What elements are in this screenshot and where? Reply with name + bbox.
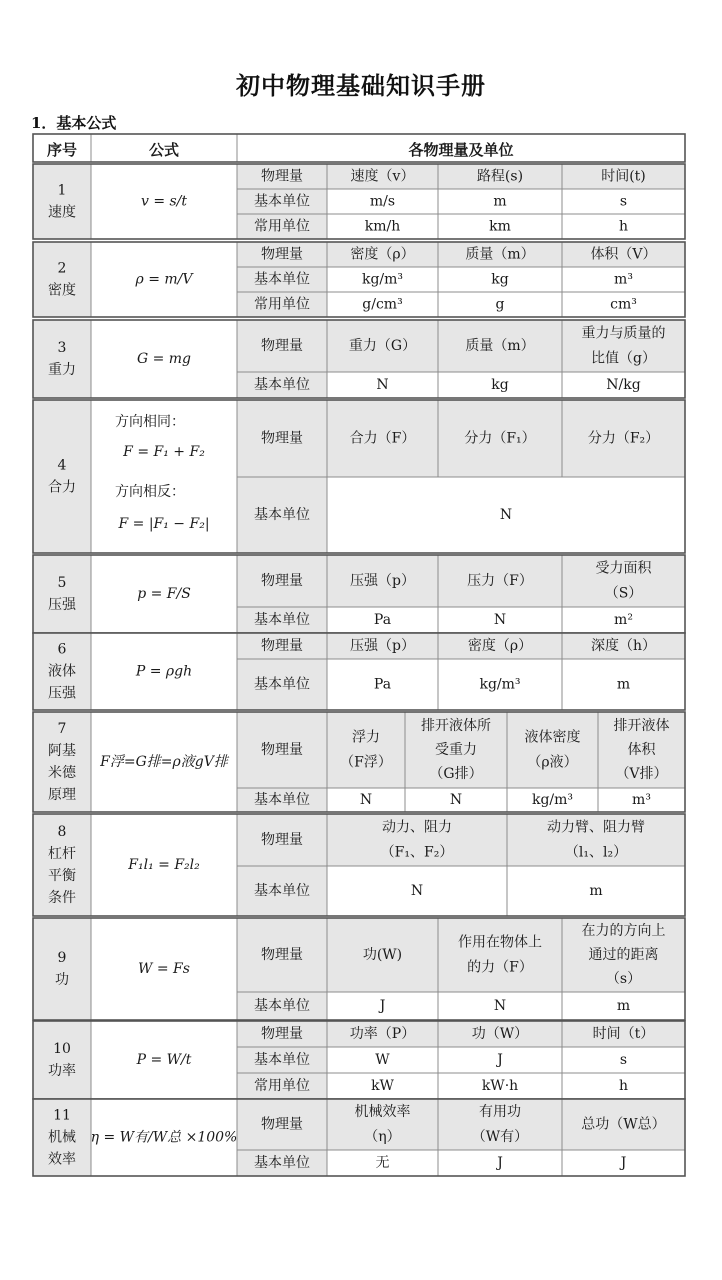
header-index: 序号 xyxy=(46,141,78,159)
quantity-value: （l₁、l₂） xyxy=(564,844,628,861)
quantity-value: kW xyxy=(371,1078,394,1094)
quantity-value: 机械效率 xyxy=(354,1104,411,1120)
quantity-value: km/h xyxy=(364,218,401,235)
quantity-label: 物理量 xyxy=(261,246,303,263)
quantity-label: 基本单位 xyxy=(254,193,310,210)
quantity-label: 物理量 xyxy=(261,1026,303,1042)
quantity-label: 基本单位 xyxy=(254,377,310,393)
row-name: 3 xyxy=(57,340,67,356)
quantity-value: Pa xyxy=(373,676,392,693)
section-title: 1．基本公式 xyxy=(31,114,117,132)
row-name: 机械 xyxy=(48,1129,76,1146)
quantity-value: N xyxy=(410,883,424,899)
formula-text: p = F/S xyxy=(137,586,191,602)
quantity-value: N xyxy=(499,507,513,523)
formula-text: G = mg xyxy=(136,351,192,367)
quantity-value: m³ xyxy=(614,271,633,288)
quantity-cell xyxy=(438,918,562,992)
quantity-value: （F₁、F₂） xyxy=(380,844,454,861)
quantity-value: 路程(s) xyxy=(476,168,524,185)
row-name: 压强 xyxy=(48,685,76,702)
quantity-value: m xyxy=(616,998,631,1014)
quantity-value: 动力臂、阻力臂 xyxy=(547,819,645,836)
quantity-label: 基本单位 xyxy=(254,883,310,899)
row-name: 压强 xyxy=(48,597,76,613)
quantity-value: 深度（h） xyxy=(590,638,657,654)
quantity-label: 常用单位 xyxy=(254,296,310,313)
quantity-value: s xyxy=(619,193,628,210)
quantity-value: 在力的方向上 xyxy=(581,923,666,939)
row-name: 阿基 xyxy=(48,743,76,759)
quantity-value: J xyxy=(620,1155,627,1171)
quantity-value: J xyxy=(497,1155,503,1171)
quantity-value: 动力、阻力 xyxy=(382,819,452,836)
quantity-value: N/kg xyxy=(606,377,641,393)
quantity-label: 物理量 xyxy=(261,338,303,354)
quantity-value: 作用在物体上 xyxy=(458,934,542,951)
row-name: 原理 xyxy=(48,787,76,803)
quantity-value: g xyxy=(495,296,505,313)
quantity-value: s xyxy=(619,1052,628,1068)
row-name-cell xyxy=(33,242,91,317)
row-name: 杠杆 xyxy=(48,846,76,862)
formula-text: F = |F₁ − F₂| xyxy=(118,516,210,532)
quantity-value: m³ xyxy=(632,792,651,808)
row-name: 6 xyxy=(57,641,67,658)
formula-text: P = ρgh xyxy=(135,663,193,680)
quantity-value: kW·h xyxy=(481,1078,519,1094)
quantity-value: 排开液体所 xyxy=(421,718,491,734)
row-name: 功 xyxy=(55,972,69,988)
quantity-value: （W有） xyxy=(471,1129,529,1145)
row-name: 米德 xyxy=(48,765,76,781)
formula-text: P = W/t xyxy=(136,1052,192,1068)
quantity-value: h xyxy=(618,1078,629,1094)
quantity-label: 基本单位 xyxy=(254,507,310,523)
quantity-value: 压强（p） xyxy=(350,638,415,654)
quantity-value: 体积 xyxy=(627,742,656,758)
quantity-value: 合力（F） xyxy=(349,430,416,447)
table-canvas xyxy=(33,134,685,1180)
row-name: 条件 xyxy=(48,890,76,906)
formula-text: W = Fs xyxy=(138,961,190,977)
row-name: 密度 xyxy=(48,282,76,299)
quantity-value: 功(W) xyxy=(362,947,403,963)
quantity-value: m xyxy=(616,676,631,693)
quantity-label: 基本单位 xyxy=(254,1155,310,1171)
quantity-value: 比值（g） xyxy=(591,350,656,367)
row-name: 8 xyxy=(57,824,67,840)
quantity-value: 压强（p） xyxy=(350,573,415,589)
quantity-value: （G排） xyxy=(429,766,483,782)
quantity-value: W xyxy=(375,1052,390,1068)
quantity-value: J xyxy=(379,998,386,1014)
quantity-value: 总功（W总） xyxy=(581,1116,666,1133)
formula-text: ρ = m/V xyxy=(135,271,193,288)
quantity-value: cm³ xyxy=(610,296,637,313)
quantity-value: kg xyxy=(491,377,509,393)
quantity-value: （ρ液） xyxy=(527,754,578,771)
row-name: 重力 xyxy=(48,362,76,378)
quantity-value: 受重力 xyxy=(435,742,477,758)
quantity-label: 基本单位 xyxy=(254,998,310,1014)
quantity-label: 物理量 xyxy=(261,832,303,848)
quantity-value: h xyxy=(618,218,629,235)
quantity-label: 基本单位 xyxy=(254,1052,310,1068)
quantity-value: 的力（F） xyxy=(467,959,533,976)
quantity-value: N xyxy=(493,612,507,628)
row-name: 7 xyxy=(57,721,67,737)
quantity-value: 重力与质量的 xyxy=(581,325,666,342)
quantity-value: （S） xyxy=(604,585,643,602)
quantity-value: N xyxy=(376,377,389,393)
quantity-label: 基本单位 xyxy=(254,271,310,288)
quantity-value: km xyxy=(489,218,511,235)
quantity-value: 压力（F） xyxy=(467,573,533,589)
quantity-value: g/cm³ xyxy=(362,296,403,313)
physics-formula-table xyxy=(33,134,685,1180)
row-name: 11 xyxy=(53,1107,71,1124)
quantity-value: kg/m³ xyxy=(531,792,574,808)
quantity-value: J xyxy=(497,1052,503,1068)
quantity-value: （F浮） xyxy=(340,754,392,771)
quantity-value: 受力面积 xyxy=(595,560,652,577)
quantity-value: kg/m³ xyxy=(361,271,404,288)
quantity-value: 质量（m） xyxy=(465,246,535,263)
row-name: 效率 xyxy=(48,1151,76,1168)
quantity-label: 基本单位 xyxy=(254,676,310,693)
row-name-cell xyxy=(33,320,91,398)
quantity-value: Pa xyxy=(373,612,392,628)
row-name-cell xyxy=(33,1021,91,1099)
row-name: 9 xyxy=(57,950,67,966)
row-name: 5 xyxy=(57,575,67,591)
row-name: 2 xyxy=(57,260,67,277)
quantity-value: N xyxy=(493,998,507,1014)
quantity-label: 物理量 xyxy=(261,573,303,589)
row-name: 液体 xyxy=(48,663,76,680)
quantity-value: 分力（F₂） xyxy=(587,430,660,447)
quantity-value: 功率（P） xyxy=(349,1026,416,1042)
quantity-cell xyxy=(327,712,405,788)
row-name: 1 xyxy=(57,182,67,199)
quantity-value: kg xyxy=(491,271,509,288)
formula-text: F = F₁ + F₂ xyxy=(123,444,205,460)
quantity-value: 密度（ρ） xyxy=(350,246,415,263)
quantity-value: m/s xyxy=(369,193,396,210)
quantity-value: m xyxy=(589,883,603,899)
formula-text: F₁l₁ = F₂l₂ xyxy=(128,857,200,873)
page-title: 初中物理基础知识手册 xyxy=(236,71,486,100)
quantity-value: 质量（m） xyxy=(465,338,535,354)
quantity-value: 排开液体 xyxy=(613,718,670,734)
header-quantities: 各物理量及单位 xyxy=(408,141,514,159)
quantity-label: 基本单位 xyxy=(254,612,310,628)
row-name-cell xyxy=(33,918,91,1020)
quantity-value: 浮力 xyxy=(352,729,380,746)
quantity-value: 液体密度 xyxy=(524,729,581,746)
row-name-cell xyxy=(33,164,91,239)
quantity-value: 无 xyxy=(375,1155,390,1171)
quantity-value: （s） xyxy=(605,971,642,987)
formula-text: 方向相反： xyxy=(115,484,185,500)
formula-text: v = s/t xyxy=(140,193,188,210)
quantity-label: 物理量 xyxy=(261,947,303,963)
row-name: 4 xyxy=(57,457,67,474)
quantity-value: （V排） xyxy=(615,766,668,782)
quantity-value: 功（W） xyxy=(471,1026,529,1042)
quantity-value: m xyxy=(493,193,507,210)
quantity-value: 通过的距离 xyxy=(588,947,659,963)
quantity-label: 物理量 xyxy=(261,742,303,758)
formula-text: η = W有/W总 ×100% xyxy=(90,1129,238,1146)
quantity-label: 物理量 xyxy=(261,430,303,447)
quantity-value: （η） xyxy=(364,1129,401,1145)
quantity-label: 物理量 xyxy=(261,638,303,654)
row-name: 10 xyxy=(53,1041,71,1057)
row-name-cell xyxy=(33,400,91,553)
row-name-cell xyxy=(33,555,91,633)
row-name: 合力 xyxy=(48,479,76,496)
row-name: 速度 xyxy=(48,204,76,221)
quantity-value: 重力（G） xyxy=(348,338,417,354)
quantity-label: 常用单位 xyxy=(254,218,310,235)
quantity-value: 密度（ρ） xyxy=(467,638,533,654)
quantity-value: N xyxy=(449,792,463,808)
quantity-value: 时间（t） xyxy=(592,1026,655,1042)
quantity-label: 基本单位 xyxy=(254,792,310,808)
quantity-value: 分力（F₁） xyxy=(464,430,536,447)
quantity-value: m² xyxy=(614,612,633,628)
formula-text: 方向相同： xyxy=(115,414,185,430)
quantity-value: 速度（v） xyxy=(350,168,415,185)
row-name: 平衡 xyxy=(48,868,76,884)
quantity-value: N xyxy=(359,792,373,808)
formula-text: F浮=G排=ρ液gV排 xyxy=(100,754,228,770)
quantity-label: 物理量 xyxy=(261,168,303,185)
header-formula: 公式 xyxy=(148,141,180,159)
row-name: 功率 xyxy=(48,1063,76,1079)
quantity-value: 时间(t) xyxy=(601,168,646,185)
quantity-value: kg/m³ xyxy=(479,676,521,693)
quantity-value: 体积（V） xyxy=(590,246,657,263)
quantity-value: 有用功 xyxy=(479,1104,521,1120)
quantity-label: 常用单位 xyxy=(254,1078,310,1094)
quantity-label: 物理量 xyxy=(261,1116,303,1133)
quantity-cell xyxy=(507,712,598,788)
